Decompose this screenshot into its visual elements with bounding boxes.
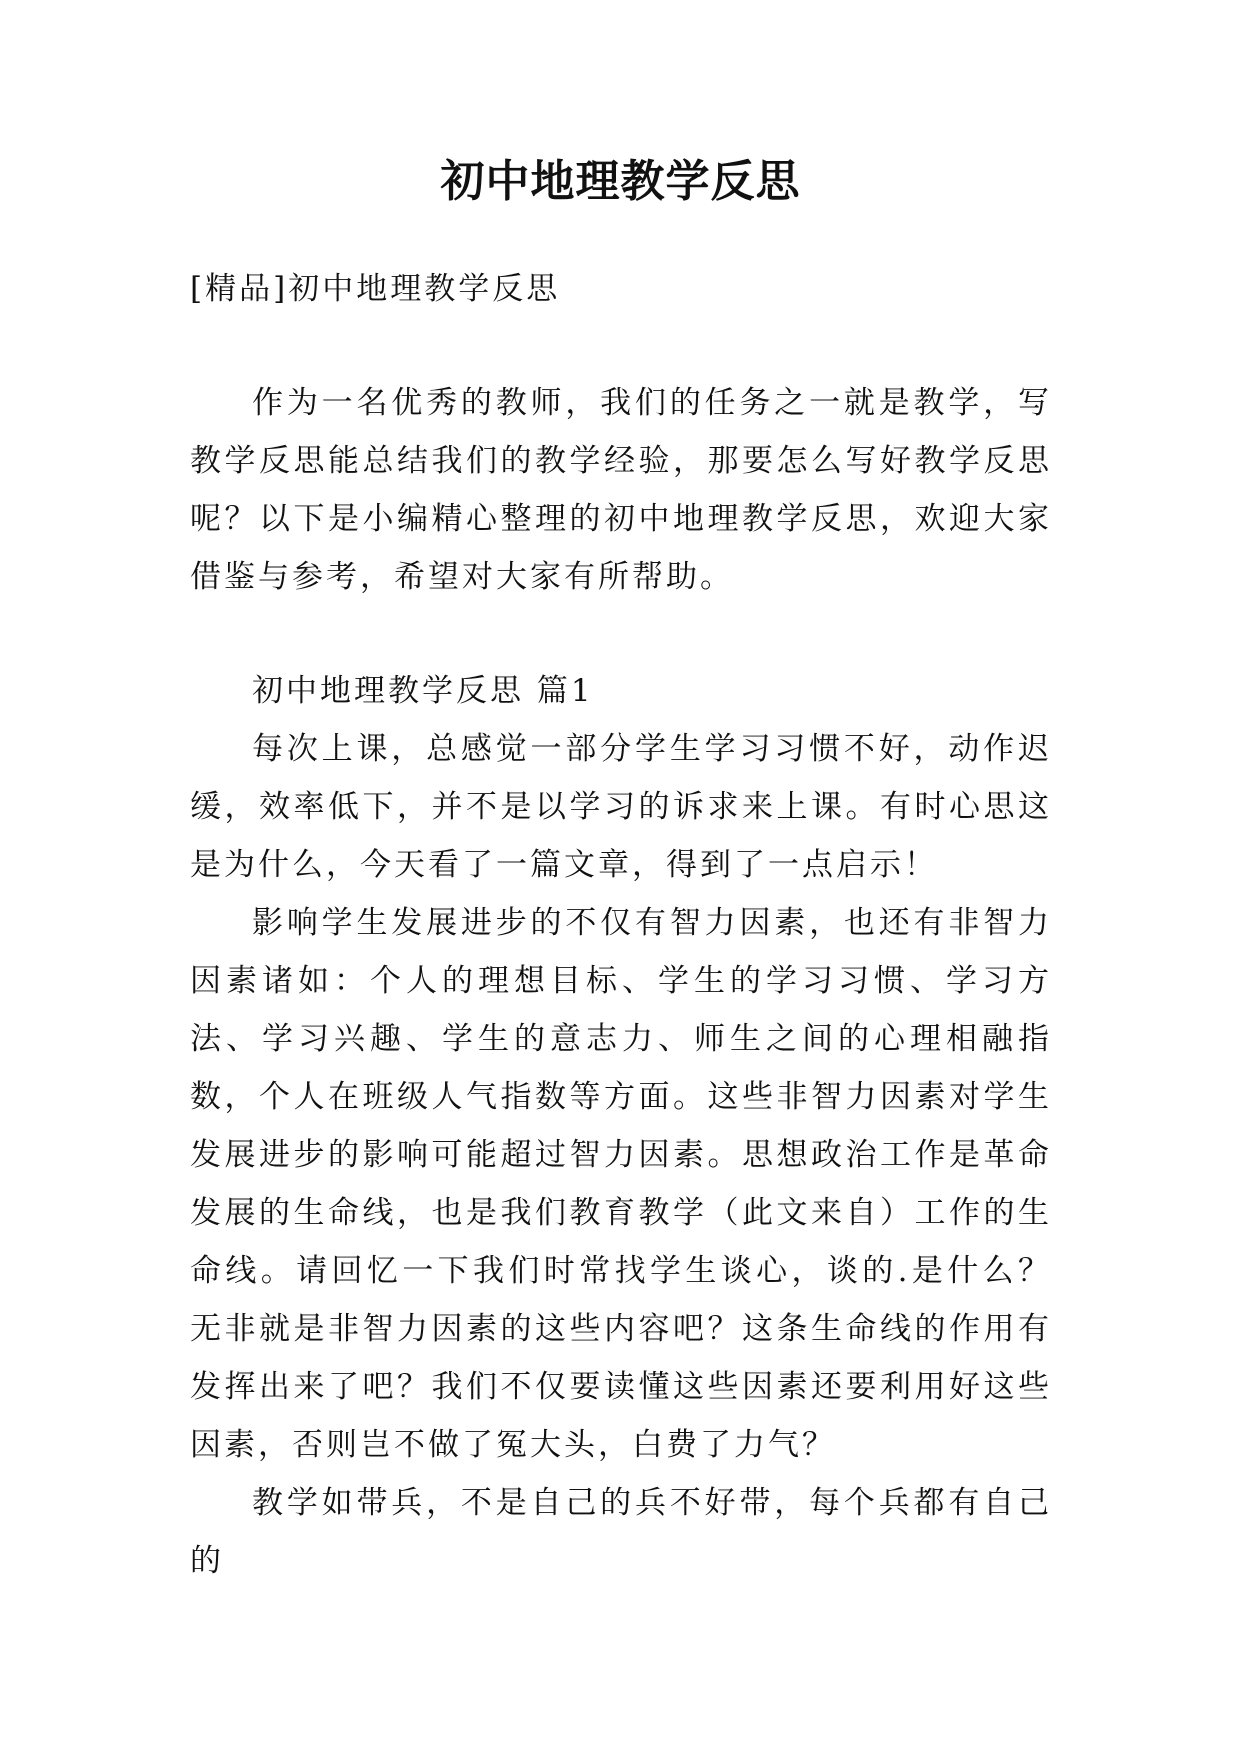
body-paragraph: 教学如带兵，不是自己的兵不好带，每个兵都有自己的 xyxy=(190,1485,1052,1579)
spacer xyxy=(190,318,1052,374)
body-paragraph: 影响学生发展进步的不仅有智力因素，也还有非智力因素诸如：个人的理想目标、学生的学习习惯、学习方法、学习兴趣、学生的意志力、师生之间的心理相融指数，个人在班级人气指数等方面。这些非智力因素对学生发展进步的影响可能超过智力因素。思想政治工作是革命发展的生命线，也是我们教育教学（此文来自）工作的生命线。请回忆一下我们时常找学生谈心，谈的.是什么？无非就是非智力因素的这些内容吧？这条生命线的作用有发挥出来了吧？我们不仅要读懂这些因素还要利用好这些因素，否则岂不做了冤大头，白费了力气？ xyxy=(190,905,1052,1463)
section-heading: 初中地理教学反思 篇1 xyxy=(252,673,594,709)
spacer xyxy=(190,606,1052,662)
document-title: 初中地理教学反思 xyxy=(440,156,801,207)
intro-paragraph: 作为一名优秀的教师，我们的任务之一就是教学，写教学反思能总结我们的教学经验，那要怎么写好教学反思呢？以下是小编精心整理的初中地理教学反思，欢迎大家借鉴与参考，希望对大家有所帮助。 xyxy=(190,385,1052,595)
document-body xyxy=(190,260,1052,1590)
body-paragraph: 每次上课，总感觉一部分学生学习习惯不好，动作迟缓，效率低下，并不是以学习的诉求来上课。有时心思这是为什么，今天看了一篇文章，得到了一点启示！ xyxy=(190,731,1052,883)
document-subtitle: [精品]初中地理教学反思 xyxy=(190,271,561,307)
